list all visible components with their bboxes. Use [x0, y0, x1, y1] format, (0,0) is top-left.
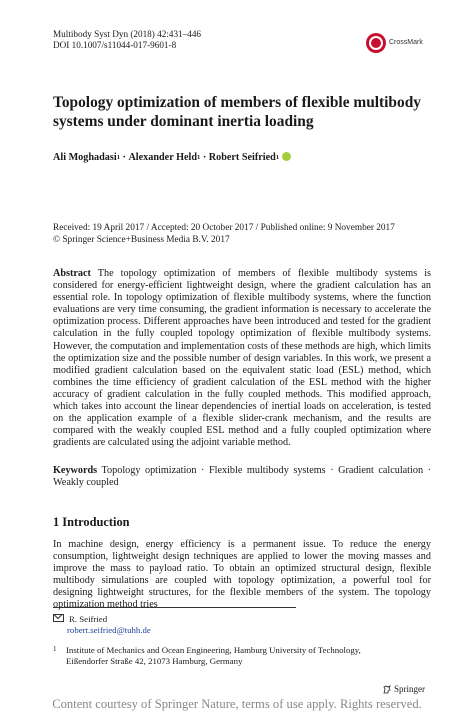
section-heading-introduction: 1 Introduction	[53, 515, 130, 529]
author-list	[53, 152, 291, 163]
history-line: Received: 19 April 2017 / Accepted: 20 October 2017 / Published online: 9 November 2017	[53, 223, 395, 233]
abstract-heading: Abstract	[53, 268, 91, 279]
publisher-name: Springer	[394, 684, 425, 694]
author-name: Robert Seifried	[208, 152, 276, 163]
keywords-text: Topology optimization · Flexible multibody systems · Gradient calculation · Weakly coupled	[53, 465, 431, 489]
affiliation-number: 1	[53, 645, 57, 653]
abstract	[53, 268, 431, 449]
footnote-rule	[53, 607, 296, 608]
abstract-text: The topology optimization of members of flexible multibody systems is considered for energy-efficient lightweight design, where the gradient calculation has an essential role. In topology optimization of flexible multibody systems, where the function evaluations are very time consuming, the gradient information is necessary to accelerate the optimization process. Different approaches have been introduced and tested for the gradient calculation in the fully coupled topology optimization of flexible multibody systems. However, the computation and implementation costs of these methods are high, which limits the optimization size and the possible number of design variables. In this work, we present a modified gradient calculation based on the equivalent static load (ESL) method, which combines the time efficiency of gradient calculation of the ESL method with the higher accuracy of gradient calculation in the fully coupled methods. This modified approach, which takes into account the linear dependencies of inertial loads on acceleration, is tested on the application example of a flexible slider-crank mechanism, and the results are compared with the weakly coupled ESL method and a fully coupled optimization where gradients are calculated using the adjoint variable method.	[53, 268, 431, 449]
author-affil-mark: 1	[197, 154, 201, 161]
affiliation	[66, 645, 426, 667]
copyright-line: © Springer Science+Business Media B.V. 2017	[53, 234, 230, 245]
author-affil-mark: 1	[116, 154, 120, 161]
contact-email-link[interactable]: robert.seifried@tuhh.de	[67, 625, 151, 635]
springer-horse-icon	[383, 685, 391, 694]
author-separator: ·	[200, 152, 209, 163]
contact-name: R. Seifried	[69, 614, 108, 624]
keywords-heading: Keywords	[53, 465, 98, 476]
crossmark-icon	[366, 33, 386, 53]
affiliation-line: Eißendorfer Straße 42, 21073 Hamburg, Germany	[66, 656, 243, 666]
keywords	[53, 465, 431, 489]
author-affil-mark: 1	[275, 154, 280, 161]
publication-dates	[53, 223, 433, 246]
publisher-logo	[383, 684, 425, 694]
envelope-icon	[53, 614, 64, 622]
orcid-icon[interactable]	[282, 152, 291, 161]
corresponding-author	[53, 614, 151, 635]
journal-citation: Multibody Syst Dyn (2018) 42:431–446	[53, 29, 202, 39]
crossmark-label: CrossMark	[389, 39, 423, 46]
author-name: Ali Moghadasi	[53, 152, 117, 163]
introduction-text: In machine design, energy efficiency is a permanent issue. To reduce the energy consumption, lightweight design techniques are applied to lower the moving masses and improve the mass to payload ratio. To obtain an optimized structural design, flexible multibody simulations are coupled with topology optimization, a powerful tool for designing lightweight structures, for the flexible members of the system. The topology optimization method tries	[53, 539, 431, 611]
affiliation-line: Institute of Mechanics and Ocean Engineering, Hamburg University of Technology,	[66, 645, 361, 655]
doi-line: DOI 10.1007/s11044-017-9601-8	[53, 40, 177, 50]
crossmark-badge[interactable]	[366, 33, 432, 57]
journal-header	[53, 29, 201, 51]
paper-title: Topology optimization of members of flexible multibody systems under dominant inertia loading	[53, 94, 421, 130]
author-name: Alexander Held	[128, 152, 198, 163]
copyright-footer: Content courtesy of Springer Nature, terms of use apply. Rights reserved.	[52, 697, 422, 711]
author-separator: ·	[119, 152, 129, 163]
